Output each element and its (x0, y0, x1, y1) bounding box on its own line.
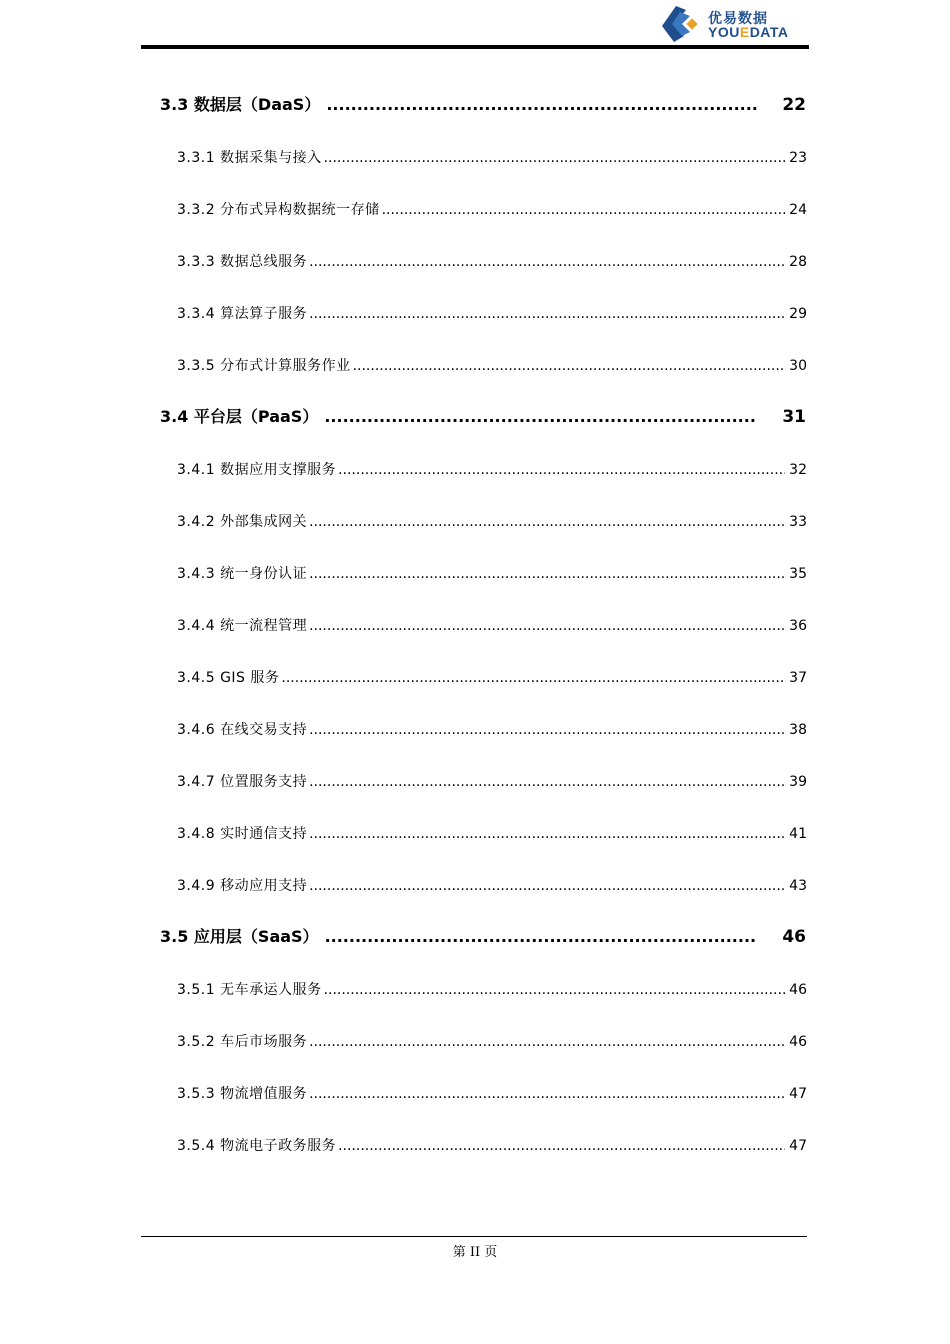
toc-entry-title: 3.4.9 移动应用支持 (177, 878, 308, 894)
toc-subsection-entry[interactable] (177, 667, 807, 687)
toc-entry-title: 3.5.4 物流电子政务服务 (177, 1138, 337, 1154)
toc-entry-page: 46 (789, 982, 807, 998)
toc-section-entry[interactable] (160, 92, 806, 115)
footer-rule (141, 1236, 807, 1237)
toc-entry-page: 22 (782, 95, 806, 115)
toc-entry-title: 3.4.3 统一身份认证 (177, 566, 308, 582)
toc-dot-leader (325, 927, 757, 946)
toc-entry-page: 46 (782, 927, 806, 947)
toc-entry-title: 3.4.6 在线交易支持 (177, 722, 308, 738)
toc-dot-leader (309, 254, 785, 270)
toc-entry-title: 3.4.1 数据应用支撑服务 (177, 462, 337, 478)
toc-subsection-entry[interactable] (177, 147, 807, 167)
toc-subsection-entry[interactable] (177, 719, 807, 739)
toc-entry-page: 23 (789, 150, 807, 166)
toc-entry-title: 3.4.2 外部集成网关 (177, 514, 308, 530)
toc-entry-page: 28 (789, 254, 807, 270)
toc-dot-leader (309, 1086, 785, 1102)
logo-en-part-b: E (739, 24, 750, 40)
toc-dot-leader (309, 618, 785, 634)
toc-subsection-entry[interactable] (177, 251, 807, 271)
toc-dot-leader (338, 1138, 785, 1154)
toc-subsection-entry[interactable] (177, 511, 807, 531)
toc-entry-page: 47 (789, 1086, 807, 1102)
toc-entry-page: 39 (789, 774, 807, 790)
toc-entry-page: 29 (789, 306, 807, 322)
toc-dot-leader (353, 358, 786, 374)
toc-entry-title: 3.3 数据层（DaaS） (160, 95, 321, 114)
toc-entry-title: 3.4.8 实时通信支持 (177, 826, 308, 842)
toc-subsection-entry[interactable] (177, 459, 807, 479)
toc-section-entry[interactable] (160, 924, 806, 947)
logo-en-part-a: YOU (708, 24, 740, 40)
toc-entry-page: 30 (789, 358, 807, 374)
toc-dot-leader (324, 982, 786, 998)
toc-entry-page: 41 (789, 826, 807, 842)
toc-entry-title: 3.3.2 分布式异构数据统一存储 (177, 202, 380, 218)
toc-subsection-entry[interactable] (177, 979, 807, 999)
toc-entry-title: 3.4.7 位置服务支持 (177, 774, 308, 790)
toc-dot-leader (309, 878, 785, 894)
toc-entry-title: 3.5.3 物流增值服务 (177, 1086, 308, 1102)
toc-entry-page: 46 (789, 1034, 807, 1050)
toc-dot-leader (281, 670, 785, 686)
toc-dot-leader (309, 722, 785, 738)
toc-entry-title: 3.3.5 分布式计算服务作业 (177, 358, 351, 374)
toc-subsection-entry[interactable] (177, 823, 807, 843)
toc-dot-leader (324, 407, 756, 426)
toc-dot-leader (309, 566, 785, 582)
toc-entry-page: 47 (789, 1138, 807, 1154)
toc-entry-page: 24 (789, 202, 807, 218)
toc-dot-leader (326, 95, 758, 114)
logo-en-part-c: DATA (749, 24, 789, 40)
toc-entry-page: 33 (789, 514, 807, 530)
toc-subsection-entry[interactable] (177, 1031, 807, 1051)
toc-entry-page: 31 (782, 407, 806, 427)
toc-subsection-entry[interactable] (177, 1083, 807, 1103)
toc-entry-title: 3.5 应用层（SaaS） (160, 927, 319, 946)
toc-dot-leader (309, 1034, 785, 1050)
toc-entry-title: 3.5.2 车后市场服务 (177, 1034, 308, 1050)
toc-subsection-entry[interactable] (177, 875, 807, 895)
toc-dot-leader (309, 514, 785, 530)
page-number: 第 II 页 (452, 1245, 498, 1260)
toc-entry-title: 3.4.4 统一流程管理 (177, 618, 308, 634)
toc-subsection-entry[interactable] (177, 1135, 807, 1155)
toc-subsection-entry[interactable] (177, 771, 807, 791)
toc-subsection-entry[interactable] (177, 615, 807, 635)
toc-entry-page: 38 (789, 722, 807, 738)
logo-chinese-name: 优易数据 (708, 11, 768, 27)
toc-subsection-entry[interactable] (177, 355, 807, 375)
toc-subsection-entry[interactable] (177, 563, 807, 583)
toc-dot-leader (309, 826, 785, 842)
toc-subsection-entry[interactable] (177, 199, 807, 219)
toc-entry-title: 3.4 平台层（PaaS） (160, 407, 319, 426)
toc-entry-title: 3.5.1 无车承运人服务 (177, 982, 322, 998)
toc-subsection-entry[interactable] (177, 303, 807, 323)
toc-section-entry[interactable] (160, 404, 806, 427)
toc-entry-title: 3.3.3 数据总线服务 (177, 254, 308, 270)
toc-entry-page: 32 (789, 462, 807, 478)
toc-dot-leader (324, 150, 786, 166)
toc-entry-page: 37 (789, 670, 807, 686)
toc-entry-page: 36 (789, 618, 807, 634)
toc-entry-page: 43 (789, 878, 807, 894)
toc-entry-title: 3.4.5 GIS 服务 (177, 670, 280, 686)
toc-dot-leader (309, 774, 785, 790)
toc-dot-leader (309, 306, 785, 322)
toc-entry-title: 3.3.4 算法算子服务 (177, 306, 308, 322)
toc-dot-leader (382, 202, 786, 218)
toc-dot-leader (338, 462, 785, 478)
toc-entry-page: 35 (789, 566, 807, 582)
toc-entry-title: 3.3.1 数据采集与接入 (177, 150, 322, 166)
